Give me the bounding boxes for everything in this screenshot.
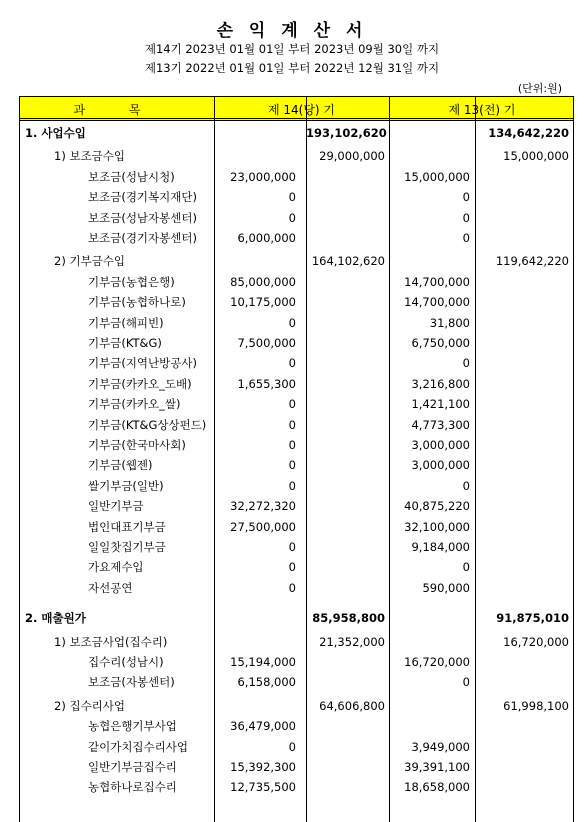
amount-c3: 3,000,000 [411, 438, 470, 452]
amount-c1: 12,735,500 [230, 780, 296, 795]
table-row [20, 672, 573, 692]
row-label: 기부금(지역난방공사) [88, 356, 197, 371]
table-row [20, 716, 573, 736]
table-row [20, 537, 573, 557]
header-current-period: 제 14(당) 기 [267, 103, 336, 117]
row-label: 기부금(농협은행) [88, 274, 175, 289]
amount-c1: 0 [288, 397, 296, 412]
amount-c4: 134,642,220 [488, 126, 569, 140]
row-label: 2) 기부금수입 [54, 254, 126, 269]
row-label: 가요제수입 [88, 560, 144, 575]
row-label: 기부금(농협하나로) [88, 295, 186, 310]
amount-c1: 0 [288, 739, 296, 754]
amount-c3: 3,216,800 [411, 376, 470, 391]
amount-c2: 64,606,800 [319, 698, 385, 713]
table-row [20, 632, 573, 652]
amount-c1: 0 [288, 540, 296, 554]
table-row [20, 313, 573, 333]
amount-c4: 15,000,000 [503, 149, 569, 164]
amount-c1: 7,500,000 [237, 336, 296, 350]
amount-c1: 0 [288, 190, 296, 205]
amount-c1: 0 [288, 356, 296, 371]
table-row [20, 374, 573, 394]
amount-c1: 6,000,000 [237, 231, 296, 245]
amount-c1: 6,158,000 [237, 675, 296, 690]
row-label: 자선공연 [88, 580, 133, 595]
table-row [20, 292, 573, 312]
table-row [20, 557, 573, 577]
amount-c4: 91,875,010 [496, 611, 569, 626]
amount-c3: 9,184,000 [411, 540, 470, 554]
table-row [20, 517, 573, 537]
amount-c4: 61,998,100 [503, 698, 569, 713]
table-row [20, 476, 573, 496]
row-label: 보조금(성남시청) [88, 169, 175, 184]
table-row [20, 272, 573, 292]
amount-c1: 32,272,320 [230, 499, 296, 514]
statement-title: 손 익 계 산 서 [216, 21, 368, 41]
row-label: 기부금(KT&G) [88, 336, 162, 350]
amount-c3: 3,949,000 [411, 739, 470, 754]
amount-c1: 15,392,300 [230, 760, 296, 774]
row-label: 보조금(경기자봉센터) [88, 231, 197, 245]
table-row [20, 208, 573, 228]
row-label: 기부금(해피빈) [88, 315, 164, 330]
table-row [20, 435, 573, 455]
amount-c3: 16,720,000 [404, 655, 470, 669]
table-header [20, 97, 573, 121]
row-label: 법인대표기부금 [88, 519, 166, 534]
amount-c3: 0 [462, 356, 470, 371]
table-row [20, 167, 573, 187]
table-row [20, 228, 573, 248]
amount-c1: 15,194,000 [230, 655, 296, 669]
amount-c3: 0 [462, 210, 470, 225]
amount-c1: 0 [288, 210, 296, 225]
amount-c1: 0 [288, 438, 296, 452]
amount-c1: 27,500,000 [230, 519, 296, 534]
row-label: 보조금(자봉센터) [88, 675, 175, 690]
amount-c1: 0 [288, 478, 296, 493]
income-statement-table [19, 96, 574, 822]
amount-c3: 0 [462, 560, 470, 575]
amount-c3: 1,421,100 [411, 397, 470, 412]
amount-c3: 3,000,000 [411, 458, 470, 473]
amount-c1: 23,000,000 [230, 169, 296, 184]
row-label: 일일찻집기부금 [88, 540, 166, 554]
amount-c1: 10,175,000 [230, 295, 296, 310]
row-label: 1) 보조금사업(집수리) [54, 634, 168, 649]
table-row [20, 578, 573, 598]
row-label: 일반기부금 [88, 499, 144, 514]
amount-c4: 16,720,000 [503, 634, 569, 649]
row-label: 농협은행기부사업 [88, 719, 177, 734]
row-label: 농협하나로집수리 [88, 780, 177, 795]
row-label: 보조금(경기복지재단) [88, 190, 197, 205]
table-row [20, 652, 573, 672]
amount-c3: 40,875,220 [404, 499, 470, 514]
amount-c2: 85,958,800 [312, 611, 385, 626]
amount-c1: 1,655,300 [237, 376, 296, 391]
row-label: 같이가치집수리사업 [88, 739, 188, 754]
amount-c1: 0 [288, 417, 296, 432]
amount-c3: 18,658,000 [404, 780, 470, 795]
amount-c3: 590,000 [422, 580, 470, 595]
row-label: 1) 보조금수입 [54, 149, 126, 164]
amount-c3: 31,800 [429, 315, 470, 330]
amount-c3: 14,700,000 [404, 274, 470, 289]
amount-c3: 32,100,000 [404, 519, 470, 534]
header-previous-period: 제 13(전) 기 [448, 103, 516, 117]
table-row [20, 146, 573, 166]
amount-c2: 164,102,620 [311, 254, 385, 269]
row-label: 보조금(성남자봉센터) [88, 210, 197, 225]
row-label: 기부금(카카오_도배) [88, 376, 192, 391]
amount-c2: 29,000,000 [319, 149, 385, 164]
table-row [20, 123, 573, 143]
table-row [20, 455, 573, 475]
amount-c1: 0 [288, 560, 296, 575]
amount-c2: 193,102,620 [306, 126, 387, 140]
table-row [20, 777, 573, 797]
row-label: 쌀기부금(일반) [88, 478, 164, 493]
row-label: 2) 집수리사업 [54, 698, 126, 713]
row-label: 1. 사업수입 [25, 126, 86, 140]
amount-c3: 39,391,100 [404, 760, 470, 774]
table-row [20, 696, 573, 716]
amount-c3: 15,000,000 [404, 169, 470, 184]
amount-c1: 0 [288, 315, 296, 330]
amount-c3: 0 [462, 478, 470, 493]
amount-c3: 0 [462, 231, 470, 245]
row-label: 2. 매출원가 [25, 611, 86, 626]
table-row [20, 333, 573, 353]
table-row [20, 757, 573, 777]
amount-c3: 0 [462, 675, 470, 690]
row-label: 기부금(카카오_쌀) [88, 397, 181, 412]
amount-c3: 0 [462, 190, 470, 205]
amount-c3: 14,700,000 [404, 295, 470, 310]
unit-label: (단위:원) [517, 82, 562, 95]
amount-c1: 0 [288, 458, 296, 473]
amount-c1: 36,479,000 [230, 719, 296, 734]
table-row [20, 737, 573, 757]
row-label: 일반기부금집수리 [88, 760, 177, 774]
table-row [20, 415, 573, 435]
header-subject: 과 목 [73, 103, 161, 117]
amount-c1: 85,000,000 [230, 274, 296, 289]
amount-c1: 0 [288, 580, 296, 595]
table-row [20, 496, 573, 516]
period-current: 제14기 2023년 01월 01일 부터 2023년 09월 30일 까지 [144, 42, 440, 56]
row-label: 기부금(웹젠) [88, 458, 153, 473]
amount-c4: 119,642,220 [495, 254, 569, 269]
table-row [20, 251, 573, 271]
row-label: 기부금(KT&G상상펀드) [88, 417, 207, 432]
row-label: 기부금(한국마사회) [88, 438, 186, 452]
table-row [20, 608, 573, 628]
amount-c2: 21,352,000 [319, 634, 385, 649]
table-row [20, 353, 573, 373]
period-previous: 제13기 2022년 01월 01일 부터 2022년 12월 31일 까지 [144, 61, 440, 75]
table-row [20, 394, 573, 414]
amount-c3: 6,750,000 [411, 336, 470, 350]
row-label: 집수리(성남시) [88, 655, 164, 669]
amount-c3: 4,773,300 [411, 417, 470, 432]
table-row [20, 187, 573, 207]
